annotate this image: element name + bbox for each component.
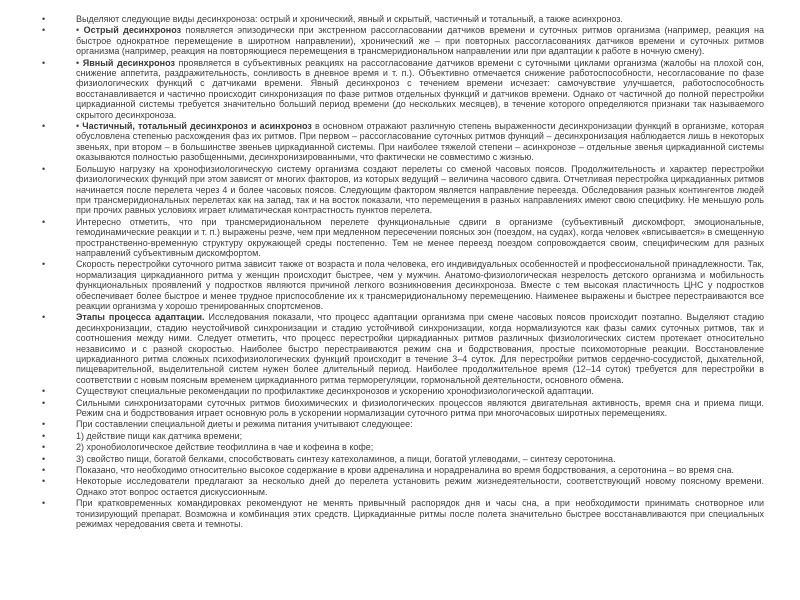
list-item <box>42 430 764 441</box>
bullet-marker-icon: • <box>42 163 46 174</box>
text-run: Выделяют следующие виды десинхроноза: острый и хронический, явный и скрытый, частичный и тотальный, а также асинхроноз. <box>76 14 623 24</box>
list-item <box>42 386 764 397</box>
paragraph-text <box>76 25 764 56</box>
bold-text-run: Явный десинхроноз <box>82 57 175 68</box>
bullet-marker-icon: • <box>42 442 46 453</box>
text-run: 2) хронобиологическое действие теофиллина в чае и кофеина в кофе; <box>76 442 374 453</box>
paragraph-text <box>76 259 764 311</box>
list-item <box>42 121 765 163</box>
bullet-marker-icon: • <box>42 386 46 397</box>
text-run: Показано, что необходимо относительно высокое содержание в крови адреналина и норадреналина во время бодрствования, а серотонина – во время сна. <box>76 465 735 476</box>
bullet-marker-icon: • <box>42 476 46 487</box>
paragraph-text <box>76 312 764 384</box>
bullet-marker-icon: • <box>42 498 46 509</box>
bullet-marker-icon: • <box>42 465 46 476</box>
list-item <box>42 259 764 311</box>
paragraph-text <box>76 465 734 475</box>
bullet-marker-icon: • <box>42 216 46 227</box>
bold-text-run: Частичный, тотальный десинхроноз и асинхроноз <box>82 121 312 132</box>
text-run: Большую нагрузку на хронофизиологическую систему организма создают перелеты со сменой часовых поясов. Продолжительность и характер перестройки физиологических функций при этом зависят от многих факторов, из которых ведущий – величина часового сдвига. Отчетливая перестройка циркадианных ритмов начинается после перелета через 4 и более часовых поясов. Следующим фактором является направление переезда. Обследования разных контингентов людей при трансмеридиональных перелетах как на запад, так и на восток показали, что перемещения в разных направлениях имеют свою специфику. Не меньшую роль при прочих равных условиях играет климатическая контрастность пунктов перелета. <box>76 163 764 216</box>
paragraph-text <box>76 386 594 396</box>
bullet-list <box>42 14 765 530</box>
list-item <box>42 419 764 430</box>
bullet-marker-icon: • <box>42 312 46 323</box>
paragraph-text <box>76 58 764 120</box>
text-run: • <box>76 57 83 68</box>
paragraph-text <box>76 431 242 441</box>
paragraph-text <box>76 419 413 429</box>
paragraph-text <box>76 398 764 418</box>
list-item <box>42 498 764 530</box>
text-run: проявляется в субъективных реакциях на рассогласование датчиков времени с суточными циклами организма (жалобы на плохой сон, снижение аппетита, раздражительность, сонливость в дневное время и т. п.). Объективно отмечается снижение работоспособности, несогласование по фазе физиологических функций с датчиками времени. Явный десинхроноз с течением времени исчезает: самочувствие улучшается, работоспособность восстанавливается и частично происходит синхронизация по фазе ритмов отдельных функций и датчиков времени. Однако от частичной до полной перестройки циркадианной системы требуется значительно больший период времени (до нескольких месяцев), в течение которого определяются признаки так называемого скрытого десинхроноза. <box>76 57 764 120</box>
list-item <box>42 453 764 464</box>
bullet-marker-icon: • <box>42 259 46 270</box>
bullet-marker-icon: • <box>42 453 46 464</box>
paragraph-text <box>76 454 615 464</box>
text-run: 3) свойство пищи, богатой белками, способствовать синтезу катехоламинов, а пищи, богатой углеводами, – синтезу серотонина. <box>76 453 616 464</box>
paragraph-text <box>76 164 764 216</box>
paragraph-text <box>76 476 764 496</box>
paragraph-text <box>76 498 764 529</box>
list-item <box>42 465 764 476</box>
text-run: При составлении специальной диеты и режима питания учитывают следующее: <box>76 419 413 430</box>
list-item <box>42 476 764 497</box>
text-run: Некоторые исследователи предлагают за несколько дней до перелета установить режим жизнедеятельности, соответствующий новому поясному времени. Однако этот вопрос остается дискуссионным. <box>76 476 764 497</box>
bullet-marker-icon: • <box>42 397 46 408</box>
text-run: Существуют специальные рекомендации по профилактике десинхронозов и ускорению хронофизиологической адаптации. <box>76 386 594 397</box>
text-run: Сильными синхронизаторами суточных ритмов биохимических и физиологических процессов являются двигательная активность, время сна и приема пищи. Режим сна и бодрствования играет основную роль в ускорении нормализации суточного ритма при многочасовых широтных перемещениях. <box>76 397 764 419</box>
bullet-marker-icon: • <box>42 419 46 430</box>
text-run: появляется эпизодически при экстренном рассогласовании датчиков времени и суточных ритмов организма (например, реакция на быстрое однократное перемещение в широтном направлении), хронический же – при повторных рассогласованиях датчиков времени и суточных ритмов организма (например, реакция на повторяющиеся перемещения в трансмеридиональном направлении или при адаптации к работе в ночную смену). <box>76 25 765 57</box>
bullet-marker-icon: • <box>42 14 46 24</box>
bullet-marker-icon: • <box>42 121 46 132</box>
text-run: Скорость перестройки суточного ритма зависит также от возраста и пола человека, его индивидуальных особенностей и профессиональной принадлежности. Так, нормализация циркадианного ритма у женщин происходит быстрее, чем у мужчин. Анатомо-физиологическая незрелость детского организма и мобильность функциональных проявлений у подростков являются причиной легкого возникновения десинхроноза. Вместе с тем высокая пластичность ЦНС у подростков обеспечивает более быстрое и менее трудное приспособление их к трансмеридиональному перемещению. Наименее выражены и быстрее перестраиваются все реакции организма у хорошо тренированных спортсменов. <box>76 259 764 311</box>
list-item <box>42 25 765 57</box>
list-item <box>42 216 764 259</box>
list-item <box>42 14 764 24</box>
text-run: При кратковременных командировках рекомендуют не менять привычный распорядок дня и часы сна, а при необходимости принимать снотворное или тонизирующий препарат. Возможна и комбинация этих средств. Циркадианные ритмы после полета значительно быстрее восстанавливаются при специальных режимах чередования света и темноты. <box>76 498 764 530</box>
bullet-marker-icon: • <box>42 25 46 36</box>
bold-text-run: Этапы процесса адаптации. <box>76 312 205 323</box>
paragraph-text <box>76 14 623 24</box>
text-run: • <box>76 121 83 132</box>
paragraph-text <box>76 442 373 452</box>
list-item <box>42 442 764 453</box>
text-run: • <box>76 25 84 36</box>
text-run: в основном отражают различную степень выраженности десинхронизации функций в организме, которая обусловлена степенью расхождения фаз их ритмов. При первом – рассогласование суточных ритмов функций – десинхронизация наблюдается лишь в некоторых звеньях, при втором – в большинстве звеньев циркадианной системы. При наиболее тяжелой степени – асинхронозе – отдельные звенья циркадианной системы оказываются полностью разобщенными, десинхронизированными, что фактически не совместимо с жизнью. <box>76 121 765 163</box>
text-run: Интересно отметить, что при трансмеридиональном перелете функциональные сдвиги в организме (субъективный дискомфорт, эмоциональные, гемодинамические реакции и т. п.) выражены резче, чем при медленном пересечении поясных зон (поездом, на судах), когда человек «вписывается» в смещенную пространственно-временную структуру окружающей среды постепенно. Тем не менее переезд поездом сопровождается своим, специфическим для разных направлений субъективным дискомфортом. <box>76 216 764 258</box>
paragraph-text <box>76 121 764 162</box>
bullet-marker-icon: • <box>42 430 46 441</box>
text-run: 1) действие пищи как датчика времени; <box>76 430 243 441</box>
list-item <box>42 163 764 216</box>
list-item <box>42 57 764 120</box>
text-run: Исследования показали, что процесс адаптации организма при смене часовых поясов происходит поэтапно. Выделяют стадию десинхронизации, стадию неустойчивой синхронизации и стадию устойчивой синхронизации, когда нормализуются как фазы самих суточных ритмов, так и соотношения между ними. Следует отметить, что процесс перестройки циркадианных ритмов различных физиологических систем протекает относительно независимо и с разной скоростью. Наиболее быстро перестраиваются режим сна и бодрствования, простые психомоторные реакции. Восстановление циркадианного ритма сложных психофизиологических функций происходит в течение 3–4 суток. Для перестройки ритмов сердечно-сосудистой, дыхательной, пищеварительной, выделительной систем нужен более длительный период. Наиболее продолжительное время (12–14 суток) требуется для перестройки в соответствии с новым поясным временем циркадианного ритма терморегуляции, гормональной деятельности, основного обмена. <box>76 312 764 385</box>
list-item <box>42 312 764 385</box>
bold-text-run: Острый десинхроноз <box>83 25 182 36</box>
bullet-marker-icon: • <box>42 57 46 68</box>
paragraph-text <box>76 217 764 258</box>
list-item <box>42 397 764 419</box>
